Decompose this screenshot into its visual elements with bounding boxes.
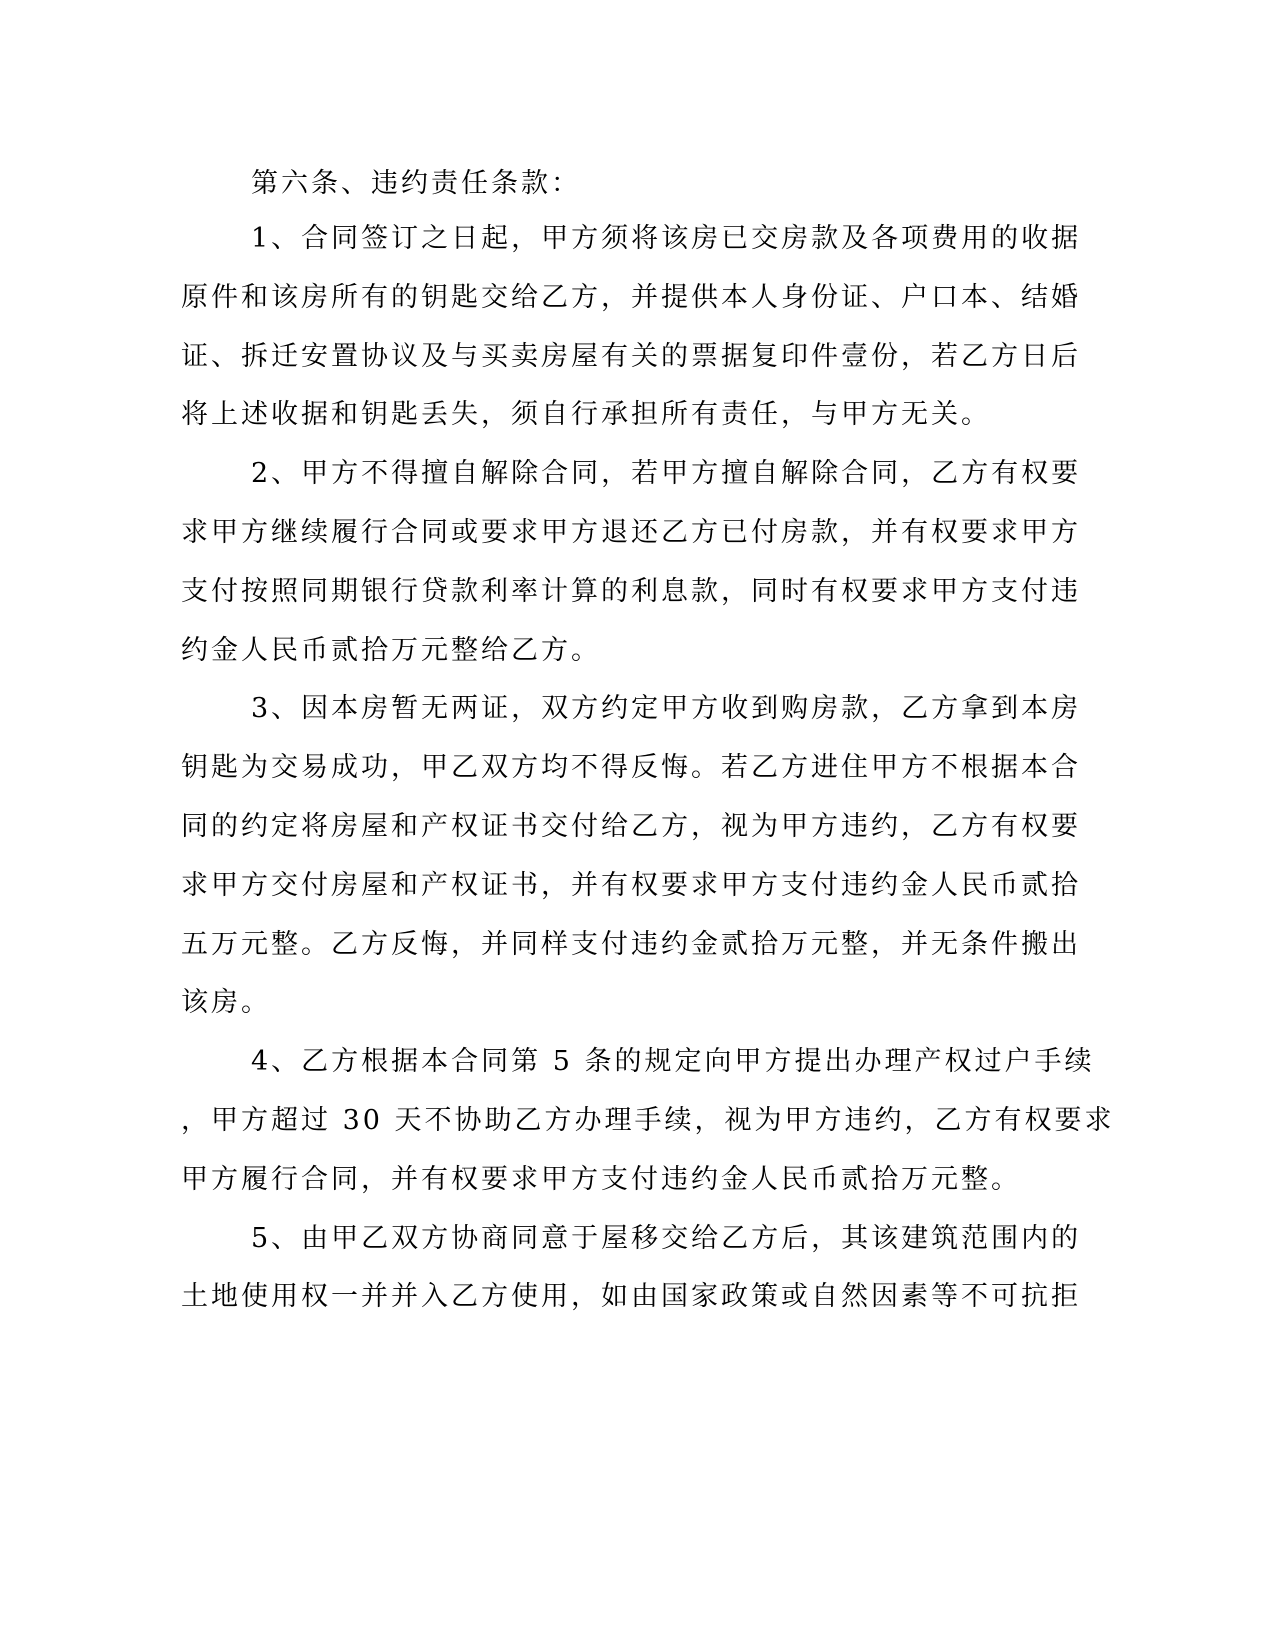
clause-5-line-1: 5、由甲乙双方协商同意于屋移交给乙方后，其该建筑范围内的 (251, 1223, 1082, 1254)
clause-3-line-5: 五万元整。乙方反悔，并同样支付违约金贰拾万元整，并无条件搬出 (181, 929, 1081, 960)
clause-2-line-1: 2、甲方不得擅自解除合同，若甲方擅自解除合同，乙方有权要 (251, 458, 1082, 489)
clause-4-line-3: 甲方履行合同，并有权要求甲方支付违约金人民币贰拾万元整。 (181, 1164, 1021, 1195)
clause-3-line-3: 同的约定将房屋和产权证书交付给乙方，视为甲方违约，乙方有权要 (181, 811, 1081, 842)
clause-3-line-1: 3、因本房暂无两证，双方约定甲方收到购房款，乙方拿到本房 (251, 693, 1082, 724)
clause-4-line-2: ，甲方超过 30 天不协助乙方办理手续，视为甲方违约，乙方有权要求 (181, 1105, 1115, 1136)
clause-1-line-1: 1、合同签订之日起，甲方须将该房已交房款及各项费用的收据 (251, 223, 1082, 254)
clause-1-line-2: 原件和该房所有的钥匙交给乙方，并提供本人身份证、户口本、结婚 (181, 282, 1081, 313)
clause-1-line-3: 证、拆迁安置协议及与买卖房屋有关的票据复印件壹份，若乙方日后 (181, 341, 1081, 372)
clause-5-line-2: 土地使用权一并并入乙方使用，如由国家政策或自然因素等不可抗拒 (181, 1281, 1081, 1312)
clause-2-line-2: 求甲方继续履行合同或要求甲方退还乙方已付房款，并有权要求甲方 (181, 517, 1081, 548)
clause-2-line-4: 约金人民币贰拾万元整给乙方。 (181, 635, 601, 666)
clause-4-line-1: 4、乙方根据本合同第 5 条的规定向甲方提出办理产权过户手续 (251, 1046, 1095, 1077)
clause-1-line-4: 将上述收据和钥匙丢失，须自行承担所有责任，与甲方无关。 (181, 399, 991, 430)
clause-3-line-4: 求甲方交付房屋和产权证书，并有权要求甲方支付违约金人民币贰拾 (181, 870, 1081, 901)
clause-3-line-6: 该房。 (181, 987, 271, 1018)
clause-2-line-3: 支付按照同期银行贷款利率计算的利息款，同时有权要求甲方支付违 (181, 576, 1081, 607)
clause-3-line-2: 钥匙为交易成功，甲乙双方均不得反悔。若乙方进住甲方不根据本合 (181, 752, 1081, 783)
article-heading: 第六条、违约责任条款： (251, 168, 581, 199)
